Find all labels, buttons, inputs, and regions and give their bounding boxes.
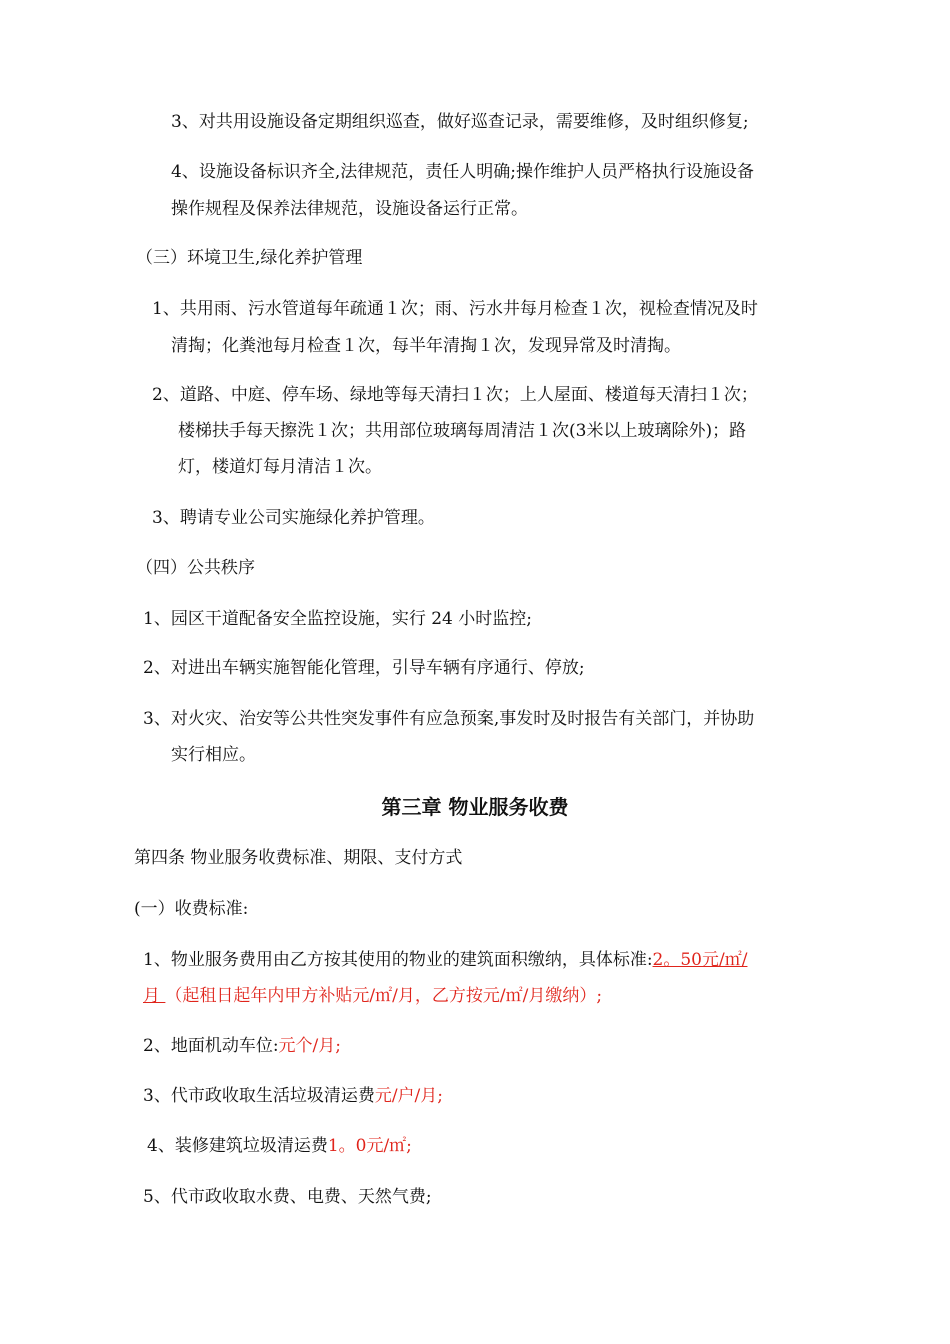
fee-item-1-note: （起租日起年内甲方补贴元/㎡/月，乙方按元/㎡/月缴纳）;: [165, 986, 603, 1006]
fee-item-1-line1: [143, 948, 747, 972]
facility-item-4-line1: 4、设施设备标识齐全,法律规范，责任人明确;操作维护人员严格执行设施设备: [171, 162, 754, 182]
chapter-3-heading: 第三章 物业服务收费: [381, 795, 569, 819]
fee-item-3: [143, 1084, 443, 1108]
fee-item-4: [147, 1134, 412, 1158]
fee-item-4-value: 1。0元/㎡;: [327, 1136, 412, 1156]
fee-item-5: 5、代市政收取水费、电费、天然气费;: [143, 1187, 432, 1207]
environment-item-2-line3: 灯，楼道灯每月清洁１次。: [178, 457, 382, 477]
fee-item-4-prefix: 4、装修建筑垃圾清运费: [147, 1136, 328, 1156]
fee-item-2: [143, 1034, 341, 1058]
environment-item-2-line2: 楼梯扶手每天擦洗１次；共用部位玻璃每周清洁１次(3米以上玻璃除外)；路: [178, 421, 747, 441]
fee-item-3-value: 元/户/月;: [374, 1086, 444, 1106]
fee-item-3-prefix: 3、代市政收取生活垃圾清运费: [143, 1086, 375, 1106]
fee-item-1-value: 2。50元/㎡/: [652, 950, 748, 970]
public-order-section-title: （四）公共秩序: [136, 558, 255, 578]
fee-item-2-prefix: 2、地面机动车位:: [143, 1036, 279, 1056]
facility-item-3: 3、对共用设施设备定期组织巡查，做好巡查记录，需要维修，及时组织修复;: [171, 112, 749, 132]
fee-item-2-value: 元个/月;: [278, 1036, 342, 1056]
fee-item-1-prefix: 1、物业服务费用由乙方按其使用的物业的建筑面积缴纳，具体标准:: [143, 950, 653, 970]
public-order-item-2: 2、对进出车辆实施智能化管理，引导车辆有序通行、停放;: [143, 658, 585, 678]
environment-section-title: （三）环境卫生,绿化养护管理: [136, 248, 363, 268]
environment-item-2-line1: 2、道路、中庭、停车场、绿地等每天清扫１次；上人屋面、楼道每天清扫１次；: [152, 385, 758, 405]
environment-item-1-line1: 1、共用雨、污水管道每年疏通１次；雨、污水井每月检查１次，视检查情况及时: [152, 299, 758, 319]
fee-item-1-line2: [143, 984, 602, 1008]
public-order-item-3-line2: 实行相应。: [171, 745, 256, 765]
fee-item-1-value-cont: 月: [143, 986, 166, 1006]
article-4-title: 第四条 物业服务收费标准、期限、支付方式: [134, 848, 463, 868]
facility-item-4-line2: 操作规程及保养法律规范，设施设备运行正常。: [171, 199, 528, 219]
fee-standard-title: (一）收费标准:: [134, 899, 249, 919]
public-order-item-3-line1: 3、对火灾、治安等公共性突发事件有应急预案,事发时及时报告有关部门，并协助: [143, 709, 755, 729]
environment-item-3: 3、聘请专业公司实施绿化养护管理。: [152, 508, 435, 528]
environment-item-1-line2: 清掏；化粪池每月检查１次，每半年清掏１次，发现异常及时清掏。: [171, 336, 681, 356]
public-order-item-1: 1、园区干道配备安全监控设施，实行 24 小时监控;: [143, 609, 532, 629]
